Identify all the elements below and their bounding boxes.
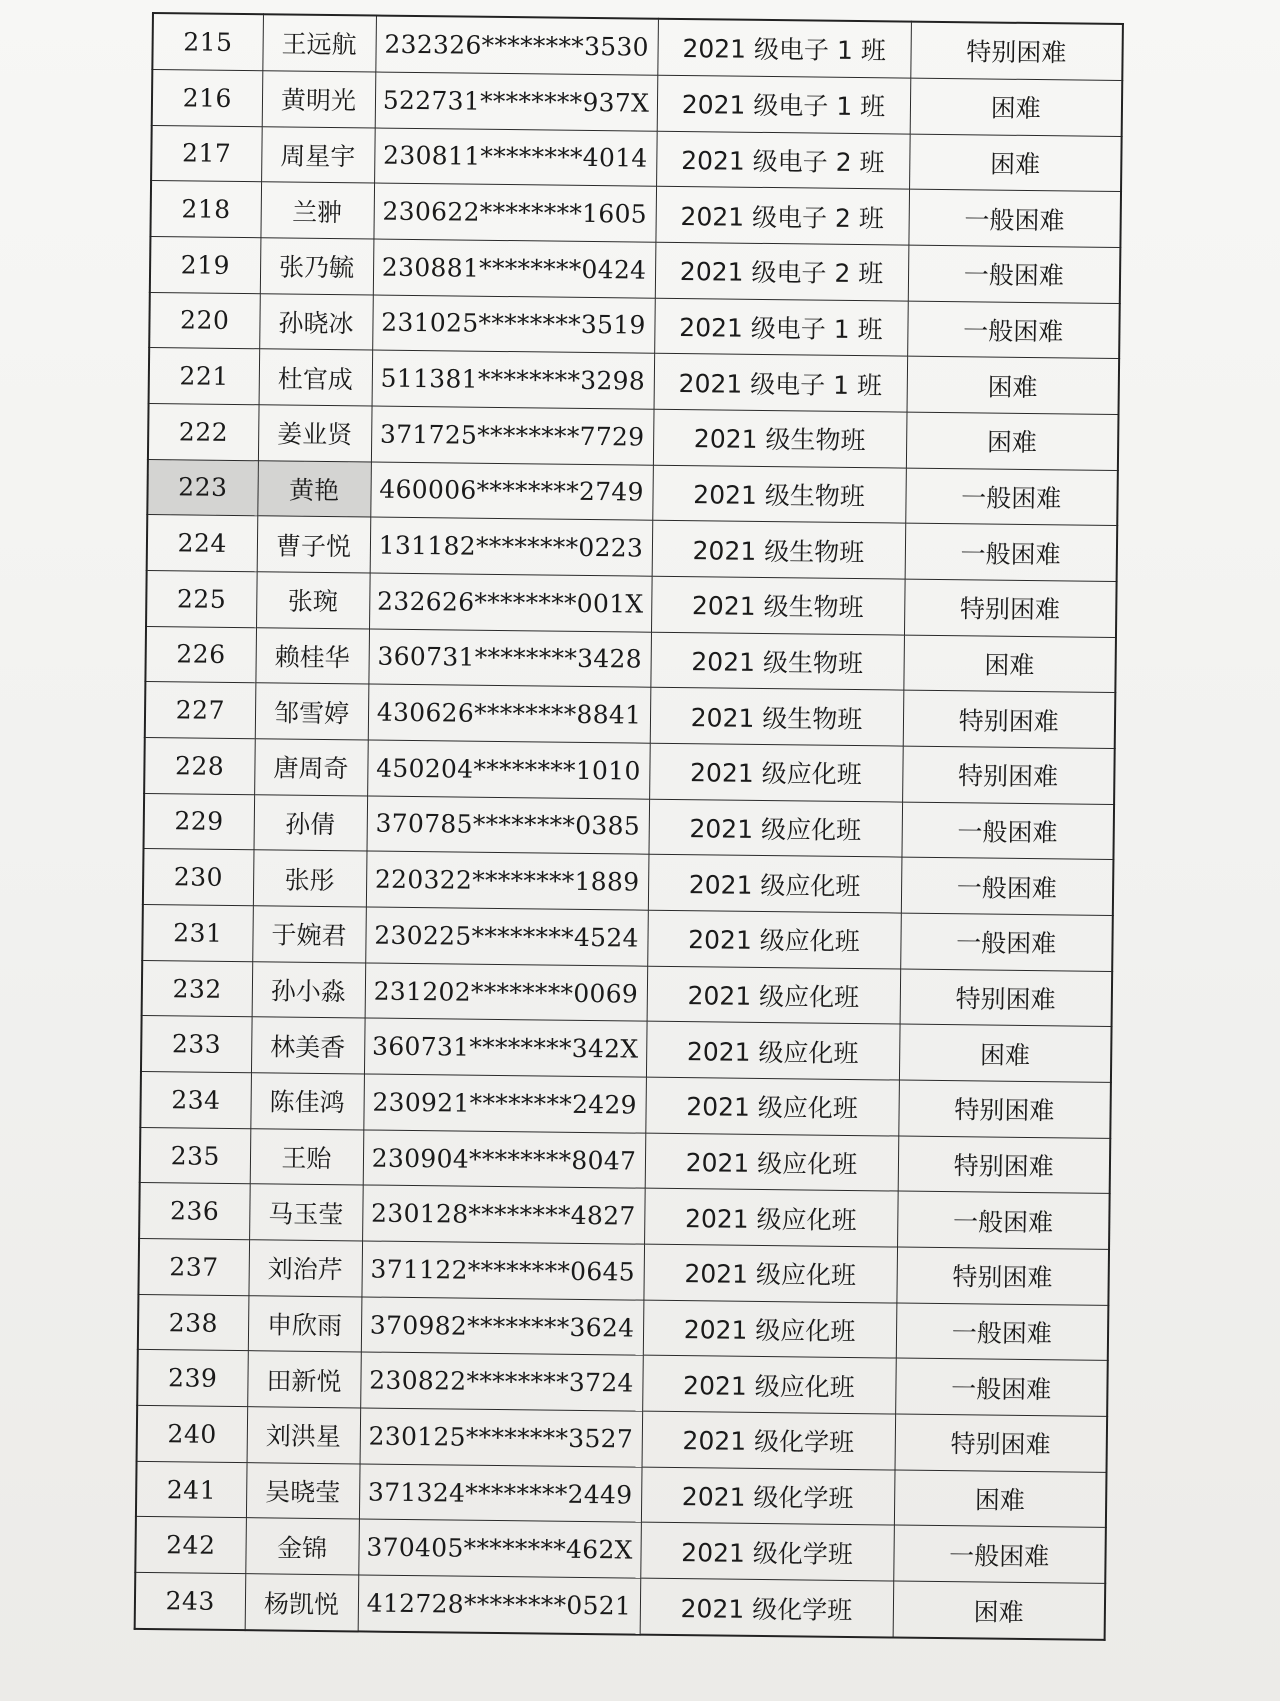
id-number-cell: 232626********001X [369, 573, 652, 632]
id-number-cell: 511381********3298 [372, 350, 655, 409]
hardship-level-cell: 困难 [899, 1024, 1112, 1082]
student-name-cell: 王贻 [250, 1128, 364, 1185]
id-number-cell: 131182********0223 [370, 517, 653, 576]
id-number-cell: 370785********0385 [366, 796, 649, 855]
student-name-cell: 孙小淼 [252, 961, 366, 1018]
row-number-cell: 240 [137, 1405, 248, 1462]
class-name-cell: 2021 级电子 1 班 [654, 298, 908, 357]
hardship-level-cell: 特别困难 [910, 22, 1123, 81]
row-number-cell: 219 [150, 236, 261, 293]
hardship-level-cell: 一般困难 [905, 468, 1118, 526]
id-number-cell: 230904********8047 [363, 1130, 646, 1189]
row-number-cell: 227 [145, 682, 256, 739]
row-number-cell: 230 [143, 849, 254, 906]
student-name-cell: 孙倩 [253, 794, 367, 851]
student-name-cell: 唐周奇 [254, 739, 368, 796]
hardship-level-cell: 一般困难 [895, 1358, 1108, 1416]
hardship-level-cell: 一般困难 [900, 913, 1113, 971]
id-number-cell: 450204********1010 [367, 740, 650, 799]
student-name-cell: 张彤 [253, 850, 367, 907]
class-name-cell: 2021 级化学班 [640, 1523, 894, 1582]
student-name-cell: 周星宇 [261, 126, 375, 183]
class-name-cell: 2021 级应化班 [645, 1077, 899, 1136]
id-number-cell: 220322********1889 [366, 851, 649, 910]
id-number-cell: 371725********7729 [371, 406, 654, 465]
student-name-cell: 金锦 [245, 1518, 359, 1575]
class-name-cell: 2021 级应化班 [642, 1356, 896, 1415]
hardship-level-cell: 困难 [893, 1581, 1106, 1640]
student-name-cell: 杜官成 [259, 349, 373, 406]
student-name-cell: 孙晓冰 [259, 293, 373, 350]
row-number-cell: 234 [140, 1071, 251, 1128]
class-name-cell: 2021 级化学班 [642, 1411, 896, 1470]
hardship-level-cell: 特别困难 [895, 1414, 1108, 1472]
id-number-cell: 370405********462X [358, 1519, 641, 1578]
row-number-cell: 221 [149, 348, 260, 405]
id-number-cell: 412728********0521 [358, 1575, 641, 1635]
row-number-cell: 241 [136, 1461, 247, 1518]
id-number-cell: 230822********3724 [360, 1352, 643, 1411]
class-name-cell: 2021 级化学班 [641, 1467, 895, 1526]
student-name-cell: 邹雪婷 [255, 683, 369, 740]
row-number-cell: 236 [139, 1183, 250, 1240]
student-name-cell: 陈佳鸿 [250, 1073, 364, 1130]
row-number-cell: 215 [152, 13, 263, 71]
row-number-cell: 220 [149, 292, 260, 349]
row-number-cell: 238 [138, 1294, 249, 1351]
id-number-cell: 522731********937X [375, 72, 658, 131]
hardship-level-cell: 一般困难 [905, 523, 1118, 581]
row-number-cell: 225 [146, 570, 257, 627]
hardship-level-cell: 特别困难 [898, 1080, 1111, 1138]
hardship-level-cell: 一般困难 [907, 301, 1120, 359]
class-name-cell: 2021 级生物班 [652, 521, 906, 580]
id-number-cell: 430626********8841 [368, 684, 651, 743]
class-name-cell: 2021 级应化班 [648, 855, 902, 914]
student-name-cell: 曹子悦 [257, 516, 371, 573]
row-number-cell: 237 [138, 1238, 249, 1295]
hardship-level-cell: 一般困难 [893, 1525, 1106, 1583]
hardship-level-cell: 特别困难 [900, 969, 1113, 1027]
hardship-level-cell: 一般困难 [897, 1191, 1110, 1249]
class-name-cell: 2021 级电子 2 班 [656, 131, 910, 190]
class-name-cell: 2021 级电子 2 班 [655, 186, 909, 245]
id-number-cell: 230225********4524 [365, 907, 648, 966]
row-number-cell: 218 [150, 181, 261, 238]
student-name-cell: 赖桂华 [255, 627, 369, 684]
class-name-cell: 2021 级应化班 [644, 1189, 898, 1248]
class-name-cell: 2021 级应化班 [643, 1244, 897, 1303]
student-name-cell: 林美香 [251, 1017, 365, 1074]
class-name-cell: 2021 级化学班 [640, 1578, 894, 1637]
student-name-cell: 申欣雨 [248, 1295, 362, 1352]
id-number-cell: 230921********2429 [363, 1074, 646, 1133]
student-aid-table [134, 12, 1124, 1641]
row-number-cell: 232 [142, 960, 253, 1017]
hardship-level-cell: 特别困难 [902, 746, 1115, 804]
id-number-cell: 232326********3530 [375, 16, 658, 76]
student-name-cell: 刘治芹 [248, 1240, 362, 1297]
table-row [135, 1572, 1106, 1639]
hardship-level-cell: 困难 [903, 635, 1116, 693]
class-name-cell: 2021 级电子 1 班 [657, 19, 911, 78]
class-name-cell: 2021 级应化班 [643, 1300, 897, 1359]
hardship-level-cell: 困难 [907, 356, 1120, 414]
class-name-cell: 2021 级生物班 [653, 409, 907, 468]
hardship-level-cell: 一般困难 [908, 245, 1121, 303]
row-number-cell: 222 [148, 403, 259, 460]
hardship-level-cell: 困难 [894, 1470, 1107, 1528]
class-name-cell: 2021 级应化班 [646, 1022, 900, 1081]
student-name-cell: 王远航 [262, 14, 376, 72]
hardship-level-cell: 特别困难 [898, 1136, 1111, 1194]
student-name-cell: 张乃毓 [260, 238, 374, 295]
id-number-cell: 230622********1605 [373, 183, 656, 242]
row-number-cell: 233 [141, 1016, 252, 1073]
hardship-level-cell: 困难 [910, 78, 1123, 136]
student-name-cell: 吴晓莹 [246, 1462, 360, 1519]
student-name-cell: 黄艳 [257, 460, 371, 517]
id-number-cell: 230811********4014 [374, 128, 657, 187]
student-name-cell: 于婉君 [252, 906, 366, 963]
id-number-cell: 360731********3428 [368, 629, 651, 688]
id-number-cell: 460006********2749 [370, 462, 653, 521]
hardship-level-cell: 一般困难 [901, 802, 1114, 860]
row-number-cell: 243 [135, 1572, 246, 1630]
hardship-level-cell: 特别困难 [904, 579, 1117, 637]
row-number-cell: 228 [144, 737, 255, 794]
row-number-cell: 216 [152, 69, 263, 126]
student-name-cell: 兰翀 [260, 182, 374, 239]
student-name-cell: 杨凯悦 [245, 1574, 359, 1632]
class-name-cell: 2021 级应化班 [647, 966, 901, 1025]
hardship-level-cell: 一般困难 [908, 189, 1121, 247]
class-name-cell: 2021 级生物班 [652, 465, 906, 524]
id-number-cell: 231025********3519 [372, 295, 655, 354]
class-name-cell: 2021 级电子 1 班 [654, 353, 908, 412]
hardship-level-cell: 一般困难 [896, 1303, 1109, 1361]
student-name-cell: 刘洪星 [247, 1407, 361, 1464]
id-number-cell: 371122********0645 [361, 1241, 644, 1300]
hardship-level-cell: 一般困难 [901, 857, 1114, 915]
student-name-cell: 姜业贤 [258, 405, 372, 462]
row-number-cell: 231 [142, 904, 253, 961]
id-number-cell: 371324********2449 [359, 1464, 642, 1523]
row-number-cell: 235 [140, 1127, 251, 1184]
hardship-level-cell: 特别困难 [903, 690, 1116, 748]
class-name-cell: 2021 级电子 2 班 [655, 242, 909, 301]
student-name-cell: 马玉莹 [249, 1184, 363, 1241]
id-number-cell: 360731********342X [364, 1018, 647, 1077]
student-name-cell: 黄明光 [262, 71, 376, 128]
row-number-cell: 217 [151, 125, 262, 182]
class-name-cell: 2021 级生物班 [651, 576, 905, 635]
class-name-cell: 2021 级应化班 [648, 799, 902, 858]
id-number-cell: 370982********3624 [361, 1297, 644, 1356]
hardship-level-cell: 特别困难 [896, 1247, 1109, 1305]
table-body [135, 13, 1123, 1640]
student-name-cell: 田新悦 [247, 1351, 361, 1408]
id-number-cell: 230881********0424 [373, 239, 656, 298]
hardship-level-cell: 困难 [909, 134, 1122, 192]
row-number-cell: 226 [145, 626, 256, 683]
class-name-cell: 2021 级应化班 [645, 1133, 899, 1192]
id-number-cell: 230128********4827 [362, 1185, 645, 1244]
class-name-cell: 2021 级生物班 [650, 632, 904, 691]
row-number-cell: 242 [135, 1517, 246, 1574]
id-number-cell: 231202********0069 [365, 963, 648, 1022]
row-number-cell: 223 [147, 459, 258, 516]
hardship-level-cell: 困难 [906, 412, 1119, 470]
row-number-cell: 229 [144, 793, 255, 850]
row-number-cell: 239 [137, 1350, 248, 1407]
class-name-cell: 2021 级应化班 [649, 743, 903, 802]
id-number-cell: 230125********3527 [360, 1408, 643, 1467]
roster-sheet [134, 12, 1122, 1641]
student-name-cell: 张琬 [256, 572, 370, 629]
row-number-cell: 224 [147, 515, 258, 572]
class-name-cell: 2021 级应化班 [647, 910, 901, 969]
class-name-cell: 2021 级电子 1 班 [657, 75, 911, 134]
class-name-cell: 2021 级生物班 [650, 688, 904, 747]
